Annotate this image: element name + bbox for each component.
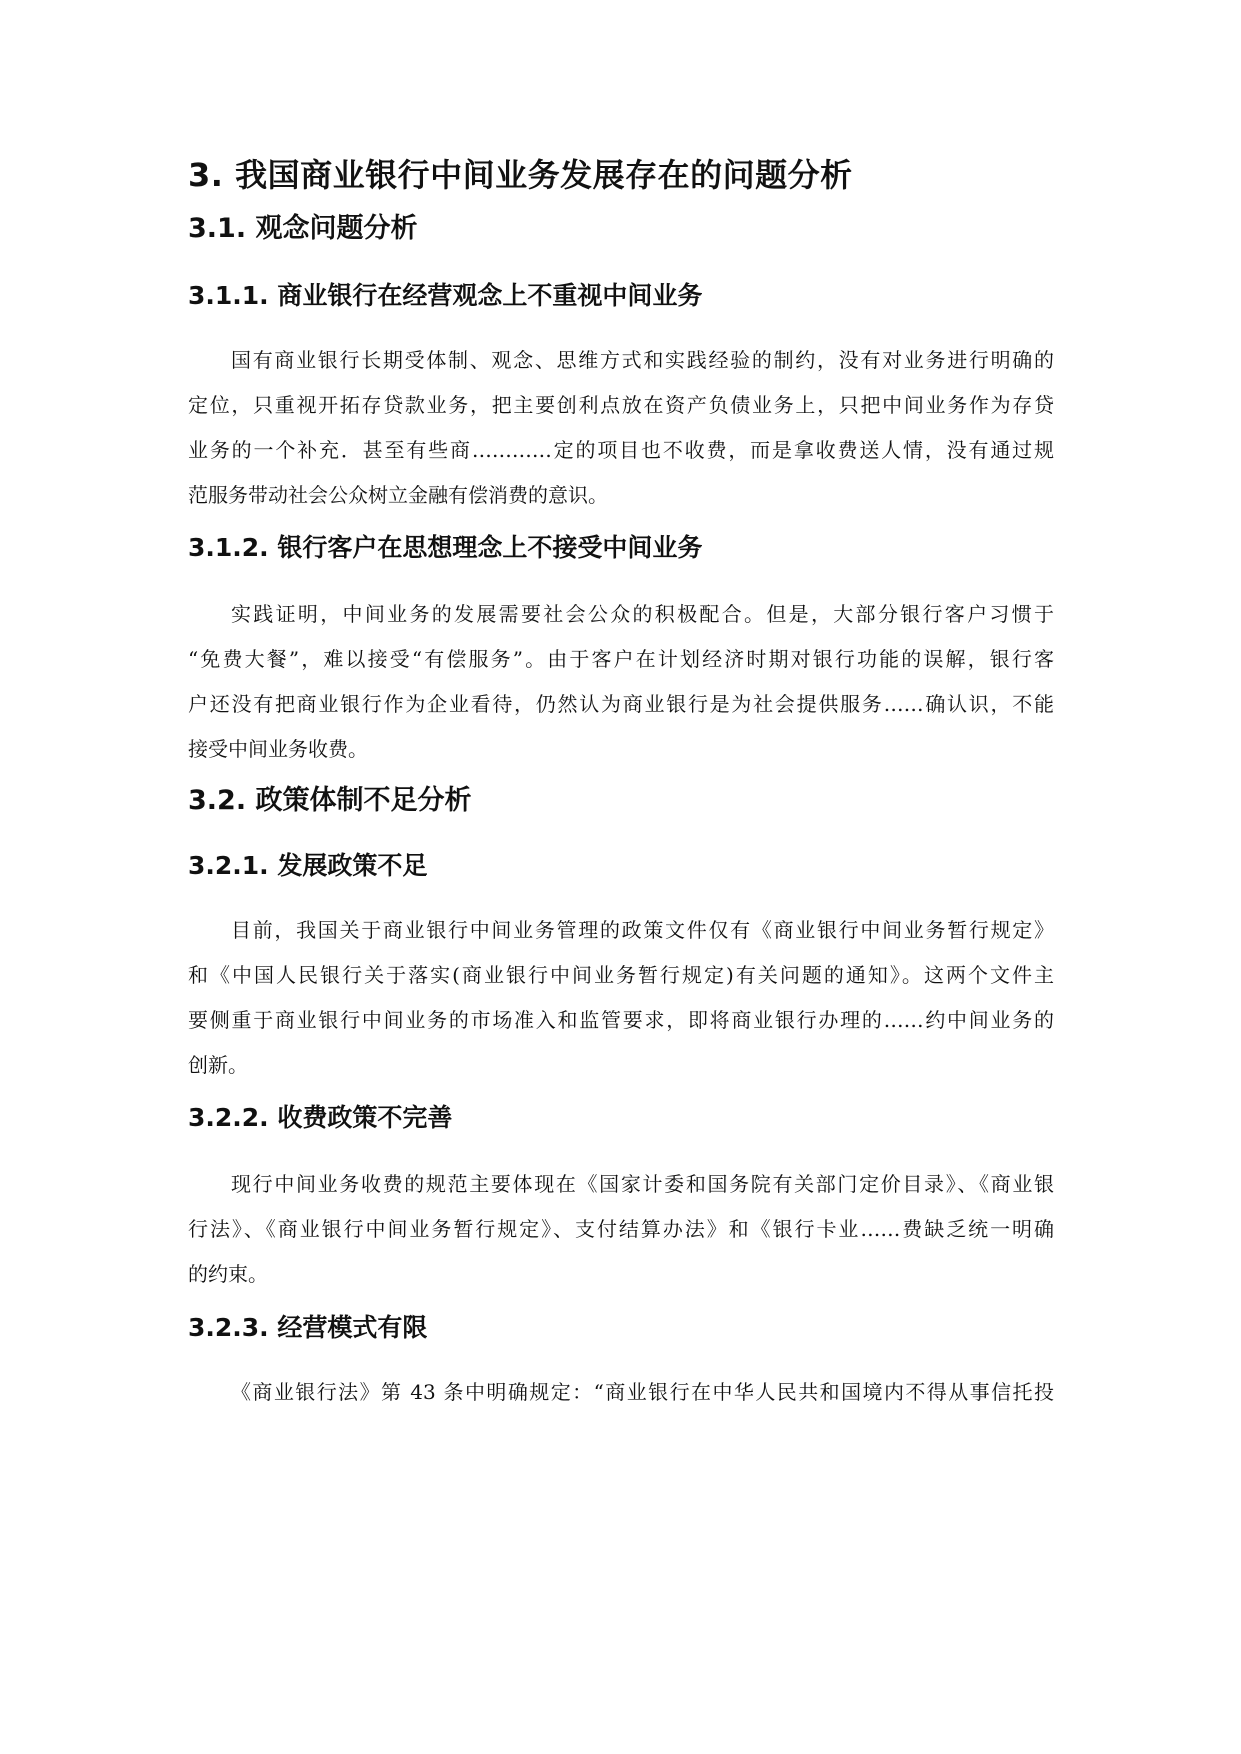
section-3-1-2-paragraph [188,592,1054,772]
section-3-1-heading: 3.1. 观念问题分析 [188,213,418,244]
section-3-2-2-heading: 3.2.2. 收费政策不完善 [188,1103,453,1132]
paragraph-line: 创新。 [188,1053,248,1077]
section-3-2-1-paragraph [188,908,1054,1088]
section-3-heading: 3. 我国商业银行中间业务发展存在的问题分析 [188,156,853,194]
section-3-1-1-paragraph [188,338,1054,518]
paragraph-line: 《商业银行法》第 43 条中明确规定：“商业银行在中华人民共和国境内不得从事信托投 [231,1380,1054,1404]
paragraph-line: 业务的一个补充．甚至有些商…………定的项目也不收费，而是拿收费送人情，没有通过规 [188,438,1054,462]
section-3-1-1-heading: 3.1.1. 商业银行在经营观念上不重视中间业务 [188,281,703,310]
section-3-1-2-heading: 3.1.2. 银行客户在思想理念上不接受中间业务 [188,533,703,562]
paragraph-line: 接受中间业务收费。 [188,737,368,761]
paragraph-line: 目前，我国关于商业银行中间业务管理的政策文件仅有《商业银行中间业务暂行规定》 [231,918,1054,942]
section-3-2-2-paragraph [188,1162,1054,1297]
paragraph-line: 实践证明，中间业务的发展需要社会公众的积极配合。但是，大部分银行客户习惯于 [231,602,1054,626]
paragraph-line: 国有商业银行长期受体制、观念、思维方式和实践经验的制约，没有对业务进行明确的 [231,348,1054,372]
section-3-2-heading: 3.2. 政策体制不足分析 [188,785,472,816]
section-3-2-1-heading: 3.2.1. 发展政策不足 [188,851,428,880]
paragraph-line: 和《中国人民银行关于落实(商业银行中间业务暂行规定)有关问题的通知》。这两个文件主 [188,963,1054,987]
paragraph-line: “免费大餐”，难以接受“有偿服务”。由于客户在计划经济时期对银行功能的误解，银行客 [188,647,1054,671]
paragraph-line: 定位，只重视开拓存贷款业务，把主要创利点放在资产负债业务上，只把中间业务作为存贷 [188,393,1054,417]
paragraph-line: 的约束。 [188,1262,268,1286]
paragraph-line: 现行中间业务收费的规范主要体现在《国家计委和国务院有关部门定价目录》、《商业银 [231,1172,1054,1196]
section-3-2-3-heading: 3.2.3. 经营模式有限 [188,1313,428,1342]
paragraph-line: 范服务带动社会公众树立金融有偿消费的意识。 [188,483,608,507]
section-3-2-3-paragraph [188,1370,1054,1415]
paragraph-line: 要侧重于商业银行中间业务的市场准入和监管要求，即将商业银行办理的……约中间业务的 [188,1008,1054,1032]
paragraph-line: 户还没有把商业银行作为企业看待，仍然认为商业银行是为社会提供服务……确认识，不能 [188,692,1054,716]
paragraph-line: 行法》、《商业银行中间业务暂行规定》、支付结算办法》和《银行卡业……费缺乏统一明确 [188,1217,1054,1241]
